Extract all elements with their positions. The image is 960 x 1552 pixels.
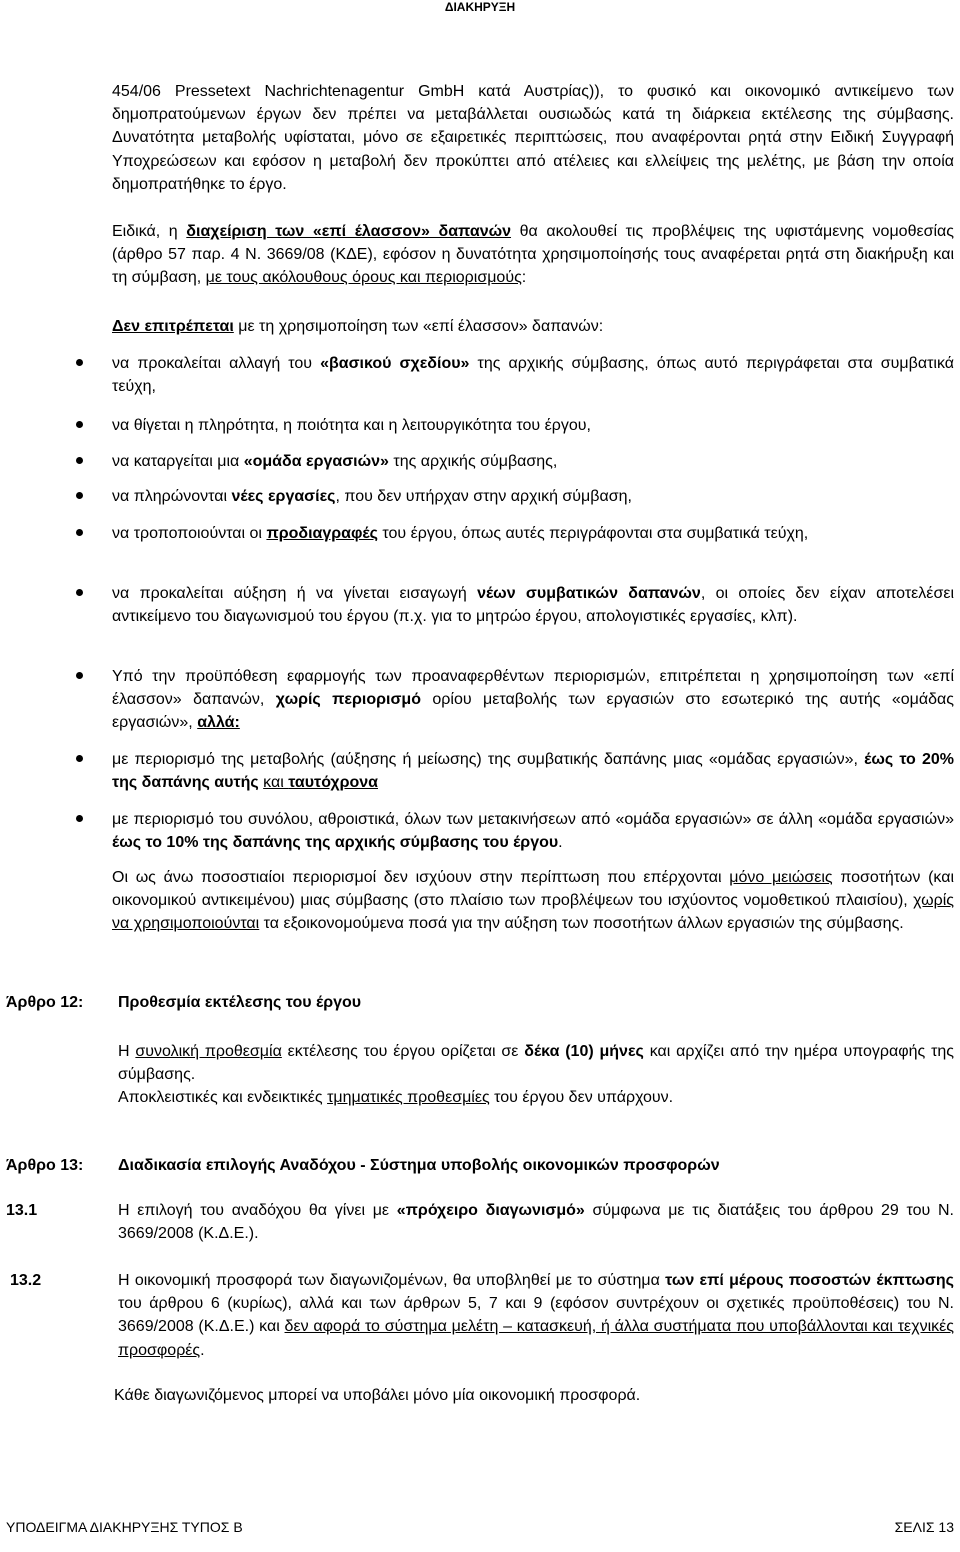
list-item bbox=[112, 352, 954, 398]
article-13-title: Διαδικασία επιλογής Αναδόχου - Σύστημα υποβολής οικονομικών προσφορών bbox=[118, 1157, 720, 1174]
underlined-text: με τους ακόλουθους όρους και περιορισμούς bbox=[205, 269, 522, 287]
text-span: να προκαλείται αύξηση ή να γίνεται εισαγωγή bbox=[112, 585, 478, 602]
underlined-text: χωρίς να χρησιμοποιούνται bbox=[112, 892, 954, 933]
bullet-icon bbox=[76, 492, 83, 499]
text-span: του έργου δεν υπάρχουν. bbox=[489, 1089, 674, 1106]
text-span: Η οικονομική προσφορά των διαγωνιζομένων, θα υποβληθεί με το σύστημα bbox=[118, 1272, 666, 1289]
section-13-2-paragraph bbox=[118, 1269, 954, 1362]
text-span: της αρχικής σύμβασης, όπως αυτό περιγράφεται στα συμβατικά τεύχη, bbox=[112, 355, 954, 396]
section-number: 13.1 bbox=[6, 1202, 38, 1219]
bullet-icon bbox=[76, 359, 83, 366]
text-span: θα ακολουθεί τις προβλέψεις της υφιστάμενης νομοθεσίας (άρθρο 57 παρ. 4 Ν. 3669/08 (ΚΔΕ), εφόσον η δυνατότητα χρησιμοποίησής τους αναφέρεται ρητά στη διακήρυξη και τη σύμβαση, bbox=[112, 223, 954, 287]
emphasis-text: «ομάδα εργασιών» bbox=[243, 453, 389, 470]
text-span: ποσοτήτων (και οικονομικού αντικειμένου) μιας σύμβασης (στο πλαίσιο των προβλέψεων του ισχύοντος νομοθετικού πλαισίου), bbox=[112, 869, 955, 910]
text-span: να προκαλείται αλλαγή του bbox=[112, 355, 321, 372]
text-span: ορίου μεταβολής των εργασιών στο εσωτερικό της αυτής «ομάδας εργασιών», bbox=[112, 691, 955, 732]
underlined-text: συνολική προθεσμία bbox=[135, 1043, 282, 1060]
underlined-text: και bbox=[263, 774, 289, 792]
text-span: με περιορισμό της μεταβολής (αύξησης ή μείωσης) της συμβατικής δαπάνης μιας «ομάδας εργασιών», bbox=[112, 751, 865, 768]
emphasis-text: Δεν επιτρέπεται bbox=[112, 318, 234, 335]
text-span: . bbox=[558, 834, 563, 852]
list-item bbox=[112, 808, 954, 854]
bullet-icon bbox=[76, 672, 83, 679]
emphasis-text: ταυτόχρονα bbox=[288, 774, 378, 792]
text-span: τα εξοικονομούμενα ποσά για την αύξηση των ποσοτήτων άλλων εργασιών της σύμβασης. bbox=[259, 915, 904, 933]
list-item bbox=[112, 485, 954, 508]
emphasis-text: νέων συμβατικών δαπανών bbox=[477, 585, 701, 602]
list-item: να θίγεται η πληρότητα, η ποιότητα και η λειτουργικότητα του έργου, bbox=[112, 417, 591, 434]
article-12-label: Άρθρο 12: bbox=[6, 994, 84, 1011]
text-span: Η επιλογή του αναδόχου θα γίνει με bbox=[118, 1202, 397, 1219]
article-12-paragraph-2 bbox=[118, 1086, 954, 1109]
text-span: να τροποποιούνται οι bbox=[112, 525, 267, 542]
text-span: Υπό την προϋπόθεση εφαρμογής των προαναφερθέντων περιορισμών, επιτρέπεται η χρησιμοποίηση των «επί έλασσον» δαπανών, bbox=[112, 668, 954, 709]
text-span: με περιορισμό του συνόλου, αθροιστικά, όλων των μετακινήσεων από «ομάδα εργασιών» σε άλλη «ομάδα εργασιών» bbox=[112, 811, 954, 828]
text-span: με τη χρησιμοποίηση των «επί έλασσον» δαπανών: bbox=[233, 318, 604, 335]
bullet-icon bbox=[76, 589, 83, 596]
emphasis-text: έως το 20% της δαπάνης αυτής bbox=[112, 751, 955, 792]
text-span: , οι οποίες δεν είχαν αποτελέσει αντικείμενο του διαγωνισμού του έργου (π.χ. για το μητρώο έργου, απολογιστικές εργασίες, κλπ). bbox=[112, 585, 955, 626]
article-12-paragraph bbox=[118, 1040, 954, 1086]
text-span: σύμφωνα με τις διατάξεις του άρθρου 29 του Ν. 3669/2008 (Κ.Δ.Ε.). bbox=[118, 1202, 954, 1243]
emphasis-text: έως το 10% της δαπάνης της αρχικής σύμβασης του έργου bbox=[112, 834, 559, 852]
text-span: , που δεν υπήρχαν στην αρχική σύμβαση, bbox=[335, 488, 632, 505]
closing-paragraph bbox=[112, 866, 954, 936]
underlined-text: μόνο μειώσεις bbox=[729, 869, 833, 886]
text-span: : bbox=[521, 269, 527, 287]
text-span: του άρθρου 6 (κυρίως), αλλά και των άρθρων 5, 7 και 9 (εφόσον συντρέχουν οι σχετικές προϋποθέσεις) του Ν. 3669/2008 (Κ.Δ.Ε.) και bbox=[118, 1295, 954, 1336]
page-header-title: ΔΙΑΚΗΡΥΞΗ bbox=[444, 0, 516, 14]
emphasis-text: χωρίς περιορισμό bbox=[275, 691, 421, 709]
emphasis-text: «πρόχειρο διαγωνισμό» bbox=[396, 1202, 585, 1219]
bullet-icon bbox=[76, 529, 83, 536]
underlined-text: δεν αφορά το σύστημα μελέτη – κατασκευή, ή άλλα συστήματα που υποβάλλονται και τεχνικές προσφορές bbox=[118, 1318, 954, 1359]
intro-paragraph-3 bbox=[112, 315, 954, 338]
footer-page-number: ΣΕΛΙΣ 13 bbox=[894, 1519, 954, 1535]
emphasis-text: αλλά: bbox=[197, 714, 240, 732]
intro-paragraph: 454/06 Pressetext Nachrichtenagentur GmbH κατά Αυστρίας)), το φυσικό και οικονομικό αντικείμενο των δημοπρατούμενων έργων δεν πρέπει να μεταβάλλεται ουσιωδώς κατά τη διάρκεια εκτέλεσης της σύμβασης. Δυνατότητα μεταβολής υφίσταται, μόνο σε εξαιρετικές περιπτώσεις, που αναφέρονται ρητά στην Ειδική Συγγραφή Υποχρεώσεων και εφόσον η μεταβολή δεν προκύπτει από ατέλειες και ελλείψεις της μελέτης, με βάση την οποία δημοπρατήθηκε το έργο. bbox=[112, 83, 954, 193]
bullet-icon bbox=[76, 815, 83, 822]
list-item bbox=[112, 665, 954, 735]
list-item bbox=[112, 450, 954, 473]
underlined-text: τμηματικές προθεσμίες bbox=[327, 1089, 490, 1106]
section-13-1-paragraph bbox=[118, 1199, 954, 1245]
intro-paragraph-2 bbox=[112, 220, 954, 290]
footer-document-title: ΥΠΟΔΕΙΓΜΑ ΔΙΑΚΗΡΥΞΗΣ ΤΥΠΟΣ Β bbox=[6, 1519, 243, 1535]
text-span: και αρχίζει από την ημέρα υπογραφής της σύμβασης. bbox=[118, 1043, 955, 1084]
section-number: 13.2 bbox=[10, 1272, 42, 1289]
list-item bbox=[112, 748, 954, 794]
text-span: να καταργείται μια bbox=[112, 453, 244, 470]
article-13-label: Άρθρο 13: bbox=[6, 1157, 84, 1174]
emphasis-text: διαχείριση των «επί έλασσον» δαπανών bbox=[186, 223, 512, 240]
text-span: Αποκλειστικές και ενδεικτικές bbox=[118, 1089, 328, 1106]
emphasis-text: δέκα (10) μήνες bbox=[524, 1043, 644, 1060]
emphasis-text: προδιαγραφές bbox=[266, 525, 378, 542]
text-span: . bbox=[200, 1341, 205, 1359]
bullet-icon bbox=[76, 421, 83, 428]
text-span: Ειδικά, η bbox=[112, 223, 187, 240]
text-span: Οι ως άνω ποσοστιαίοι περιορισμοί δεν ισχύουν στην περίπτωση που επέρχονται bbox=[112, 869, 730, 886]
emphasis-text: των επί μέρους ποσοστών έκπτωσης bbox=[665, 1272, 955, 1289]
text-span: να πληρώνονται bbox=[112, 488, 232, 505]
emphasis-text: «βασικού σχεδίου» bbox=[320, 355, 470, 372]
bullet-icon bbox=[76, 755, 83, 762]
list-item bbox=[112, 582, 954, 628]
text-span: εκτέλεσης του έργου ορίζεται σε bbox=[281, 1043, 525, 1060]
article-12-title: Προθεσμία εκτέλεσης του έργου bbox=[118, 994, 362, 1011]
text-span: του έργου, όπως αυτές περιγράφονται στα συμβατικά τεύχη, bbox=[377, 525, 809, 542]
bullet-icon bbox=[76, 457, 83, 464]
text-span: της αρχικής σύμβασης, bbox=[388, 453, 558, 470]
emphasis-text: νέες εργασίες bbox=[231, 488, 336, 505]
section-13-2-note: Κάθε διαγωνιζόμενος μπορεί να υποβάλει μόνο μία οικονομική προσφορά. bbox=[114, 1387, 641, 1404]
list-item bbox=[112, 522, 954, 545]
text-span: Η bbox=[118, 1043, 136, 1060]
